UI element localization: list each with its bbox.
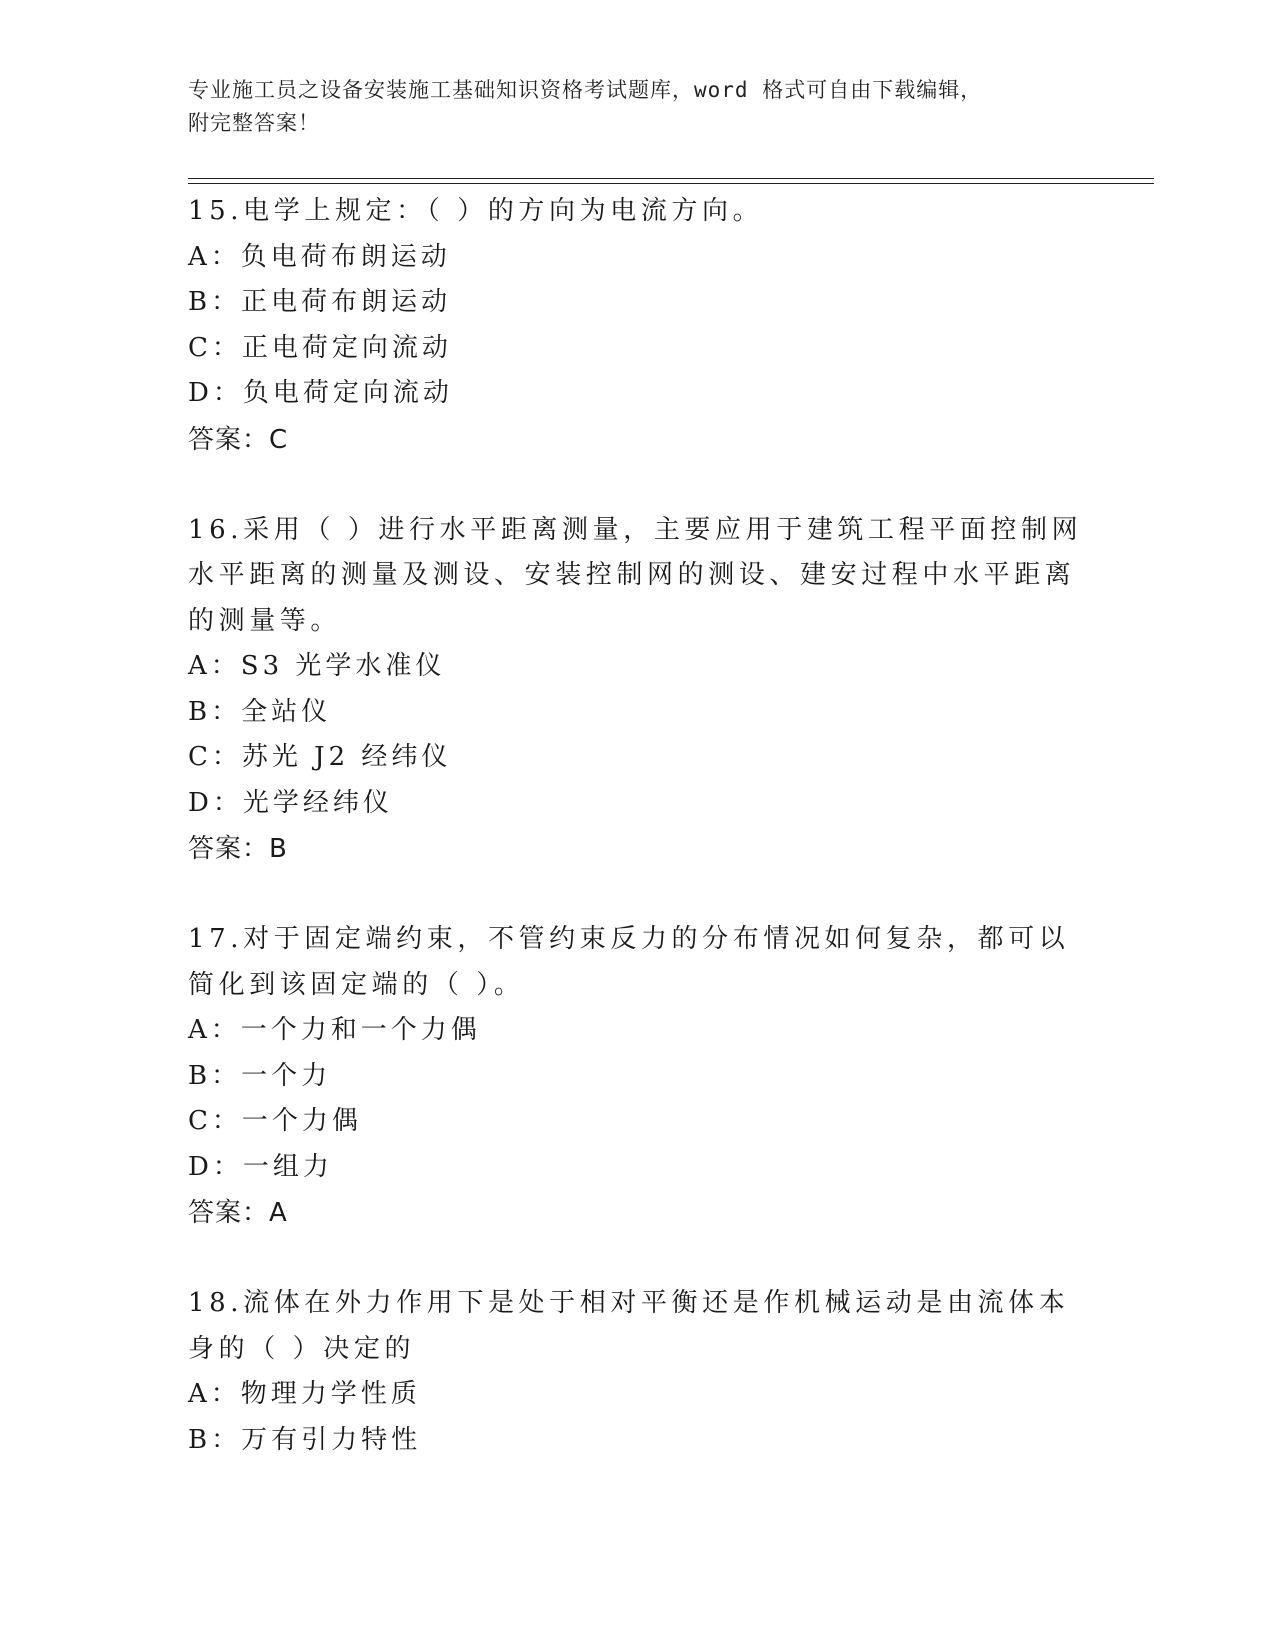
option-c: C：正电荷定向流动 bbox=[188, 332, 452, 363]
option-b: B：全站仪 bbox=[188, 696, 332, 727]
option-c: C：苏光 J2 经纬仪 bbox=[188, 742, 452, 772]
question-18 bbox=[188, 1281, 1088, 1463]
option-d: D：光学经纬仪 bbox=[188, 787, 393, 818]
question-stem: 18.流体在外力作用下是处于相对平衡还是作机械运动是由流体本身的（ ）决定的 bbox=[188, 1288, 1070, 1364]
option-b: B：万有引力特性 bbox=[188, 1424, 422, 1455]
question-stem: 17.对于固定端约束，不管约束反力的分布情况如何复杂，都可以简化到该固定端的（ ）。 bbox=[188, 924, 1070, 1000]
question-17 bbox=[188, 917, 1088, 1236]
option-a: A：物理力学性质 bbox=[188, 1379, 421, 1409]
question-stem: 15.电学上规定：（ ）的方向为电流方向。 bbox=[188, 196, 764, 226]
option-c: C：一个力偶 bbox=[188, 1106, 362, 1136]
question-list bbox=[188, 189, 1088, 1508]
header-line-1: 专业施工员之设备安装施工基础知识资格考试题库，word 格式可自由下载编辑， bbox=[188, 78, 983, 102]
option-d: D：负电荷定向流动 bbox=[188, 378, 453, 408]
answer-label: 答案：B bbox=[188, 834, 288, 864]
option-a: A：S3 光学水准仪 bbox=[188, 651, 446, 681]
question-16 bbox=[188, 508, 1088, 873]
option-b: B：一个力 bbox=[188, 1060, 332, 1091]
header-line-2: 附完整答案！ bbox=[188, 111, 320, 135]
option-d: D：一组力 bbox=[188, 1151, 333, 1182]
question-15 bbox=[188, 189, 1088, 463]
header-divider-bottom bbox=[188, 183, 1154, 184]
answer-label: 答案：C bbox=[188, 424, 289, 455]
option-b: B：正电荷布朗运动 bbox=[188, 287, 452, 317]
document-header bbox=[188, 74, 1088, 140]
option-a: A：一个力和一个力偶 bbox=[188, 1015, 481, 1045]
answer-label: 答案：A bbox=[188, 1198, 288, 1228]
header-divider-top bbox=[188, 178, 1154, 179]
question-stem: 16.采用（ ）进行水平距离测量，主要应用于建筑工程平面控制网水平距离的测量及测设、安装控制网的测设、建安过程中水平距离的测量等。 bbox=[188, 514, 1083, 636]
option-a: A：负电荷布朗运动 bbox=[188, 241, 451, 272]
